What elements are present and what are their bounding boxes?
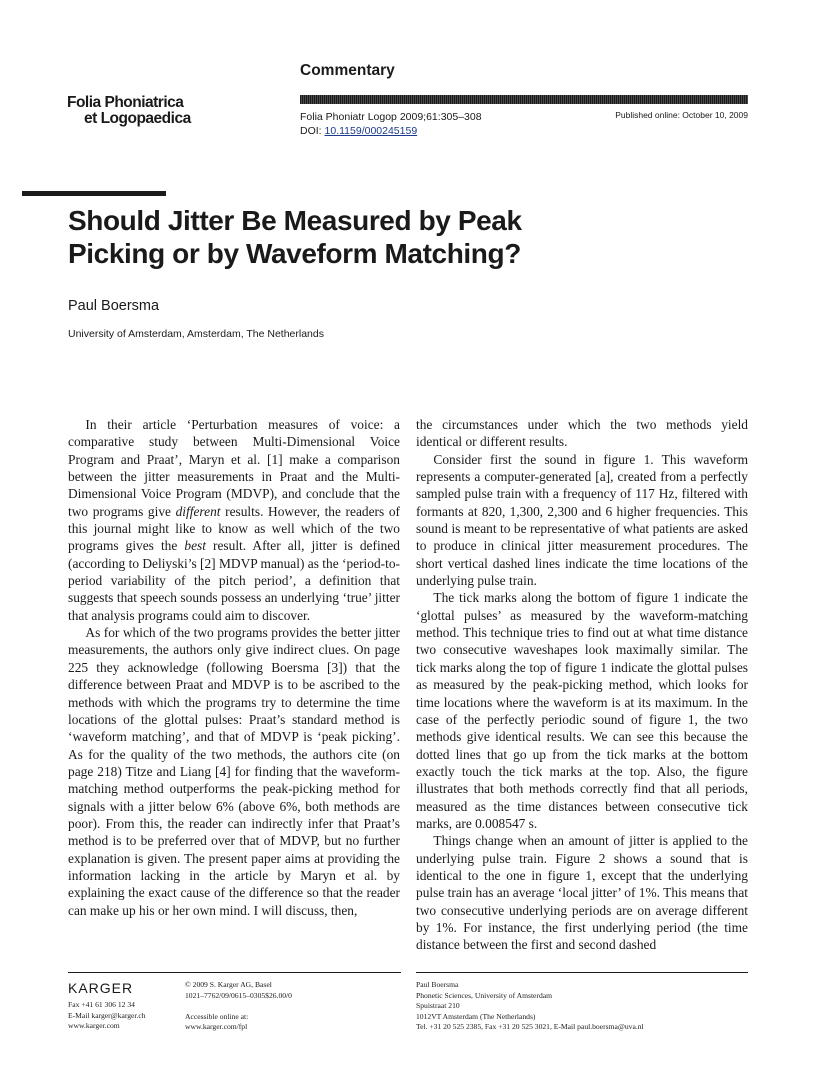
title-line-1: Should Jitter Be Measured by Peak — [68, 205, 522, 236]
copyright-block — [185, 980, 292, 1033]
citation-block — [300, 110, 482, 138]
journal-logo-line1: Folia Phoniatrica — [67, 94, 184, 111]
accessible-label: Accessible online at: — [185, 1011, 249, 1021]
corr-street: Spuistraat 210 — [416, 1001, 460, 1010]
text-run: the circumstances under which the two methods yield identical or different results. — [416, 417, 748, 450]
text-run: results. However, the readers of this journal might like to know as well which of the two programs gives the — [68, 503, 400, 554]
corr-dept: Phonetic Sciences, University of Amsterdam — [416, 990, 553, 1000]
title-rule — [22, 191, 166, 196]
publisher-logo: KARGER — [68, 980, 134, 996]
footer-rule-right — [416, 972, 748, 973]
text-run: Things change when an amount of jitter is applied to the underlying pulse train. Figure 2 shows a sound that is identical to the one in figure 1, except that the underlying pulse train has an average ‘local jitter’ of 1%. This means that two consecutive underlying periods are on average different by 1%. For instance, the first underlying period (the time distance between the first and second dashed — [416, 833, 748, 953]
body-paragraph — [416, 416, 748, 451]
correspondence-address — [416, 980, 644, 1033]
doi-label: DOI: — [300, 125, 325, 137]
author-name: Paul Boersma — [68, 298, 160, 314]
publisher-website[interactable]: www.karger.com — [68, 1021, 120, 1030]
publisher-email[interactable]: E-Mail karger@karger.ch — [68, 1010, 146, 1020]
corr-city: 1012VT Amsterdam (The Netherlands) — [416, 1011, 536, 1021]
accessible-url[interactable]: www.karger.com/fpl — [185, 1022, 248, 1031]
emphasis: best — [184, 538, 206, 554]
body-column-left — [68, 416, 400, 919]
journal-logo-line2: et Logopaedica — [84, 110, 191, 127]
body-paragraph — [416, 451, 748, 590]
title-line-2: Picking or by Waveform Matching? — [68, 238, 521, 269]
footer-rule-left — [68, 972, 401, 973]
author-affiliation: University of Amsterdam, Amsterdam, The Netherlands — [68, 328, 324, 340]
section-label: Commentary — [300, 62, 395, 79]
text-run: The tick marks along the bottom of figure 1 indicate the ‘glottal pulses’ as measured by the waveform-matching method. This technique tries to find out at what time distance two consecutive waveshapes look maximally similar. The tick marks along the top of figure 1 indicate the glottal pulses as measured by the peak-picking method, which looks for time locations where the waveform is at its maximum. In the case of the perfectly periodic sound of figure 1, the two methods give identical results. We can see this because the dotted lines that go up from the tick marks at the bottom exactly touch the tick marks at the top. Also, the figure illustrates that both methods correctly find that all periods, measured as the time distances between consecutive tick marks, are 0.008547 s. — [416, 590, 748, 831]
body-paragraph — [68, 416, 400, 624]
doi-link[interactable]: 10.1159/000245159 — [324, 125, 418, 137]
text-run: Consider first the sound in figure 1. This waveform represents a computer-generated [a], created from a perfectly sampled pulse train with a frequency of 117 Hz, filtered with formants at 820, 1,300, 2,300 and 6 higher frequencies. This sound is meant to be representative of what patients are asked to produce in clinical jitter measurement procedures. The short vertical dashed lines indicate the time locations of the underlying pulse train. — [416, 451, 748, 589]
body-paragraph — [416, 832, 748, 953]
body-column-right — [416, 416, 748, 954]
copyright: © 2009 S. Karger AG, Basel — [185, 980, 272, 989]
corr-name: Paul Boersma — [416, 980, 459, 989]
published-date: Published online: October 10, 2009 — [615, 110, 748, 120]
text-run: In their article ‘Perturbation measures of voice: a comparative study between Multi-Dimensional Voice Program and Praat’, Maryn et al. [1] make a comparison between the jitter measurements in Praat and the Multi-Dimensional Voice Program (MDVP), and conclude that the two programs give — [68, 417, 400, 519]
emphasis: different — [175, 503, 221, 519]
corr-contact: Tel. +31 20 525 2385, Fax +31 20 525 3021, E-Mail paul.boersma@uva.nl — [416, 1022, 644, 1031]
doi-line — [300, 124, 482, 138]
body-paragraph — [68, 624, 400, 919]
citation: Folia Phoniatr Logop 2009;61:305–308 — [300, 111, 482, 123]
publisher-fax: Fax +41 61 306 12 34 — [68, 1000, 135, 1009]
article-title — [68, 204, 628, 270]
journal-logo — [67, 95, 191, 127]
text-run: As for which of the two programs provides the better jitter measurements, the authors only give indirect clues. On page 225 they acknowledge (following Boersma [3]) that the difference between Praat and MDVP is to be ascribed to the methods with which the programs try to determine the time locations of the glottal pulses: Praat’s standard method is ‘waveform matching’, and that of MDVP is ‘peak picking’. As for the quality of the two methods, the authors cite (on page 218) Titze and Liang [4] for finding that the waveform-matching method outperforms the peak-picking method for signals with a jitter below 6% (above 6%, both methods are poor). From this, the reader can indirectly infer that Praat’s method is to be preferred over that of MDVP, but no further explanation is given. The present paper aims at providing the information lacking in the article by Maryn et al. by explaining the exact cause of the difference so that the reader can make up his or her own mind. I will discuss, then, — [68, 625, 400, 918]
issn: 1021–7762/09/0615–0305$26.00/0 — [185, 990, 292, 1000]
text-run: result. After all, jitter is defined (according to Deliyski’s [2] MDVP manual) as the ‘period-to-period variability of the pitch period’, a definition that suggests that speech sounds possess an underlying ‘true’ jitter that analysis programs could aim to discover. — [68, 538, 400, 623]
publisher-contact — [68, 1000, 146, 1032]
body-paragraph — [416, 589, 748, 832]
header-hatch-bar — [300, 95, 748, 104]
